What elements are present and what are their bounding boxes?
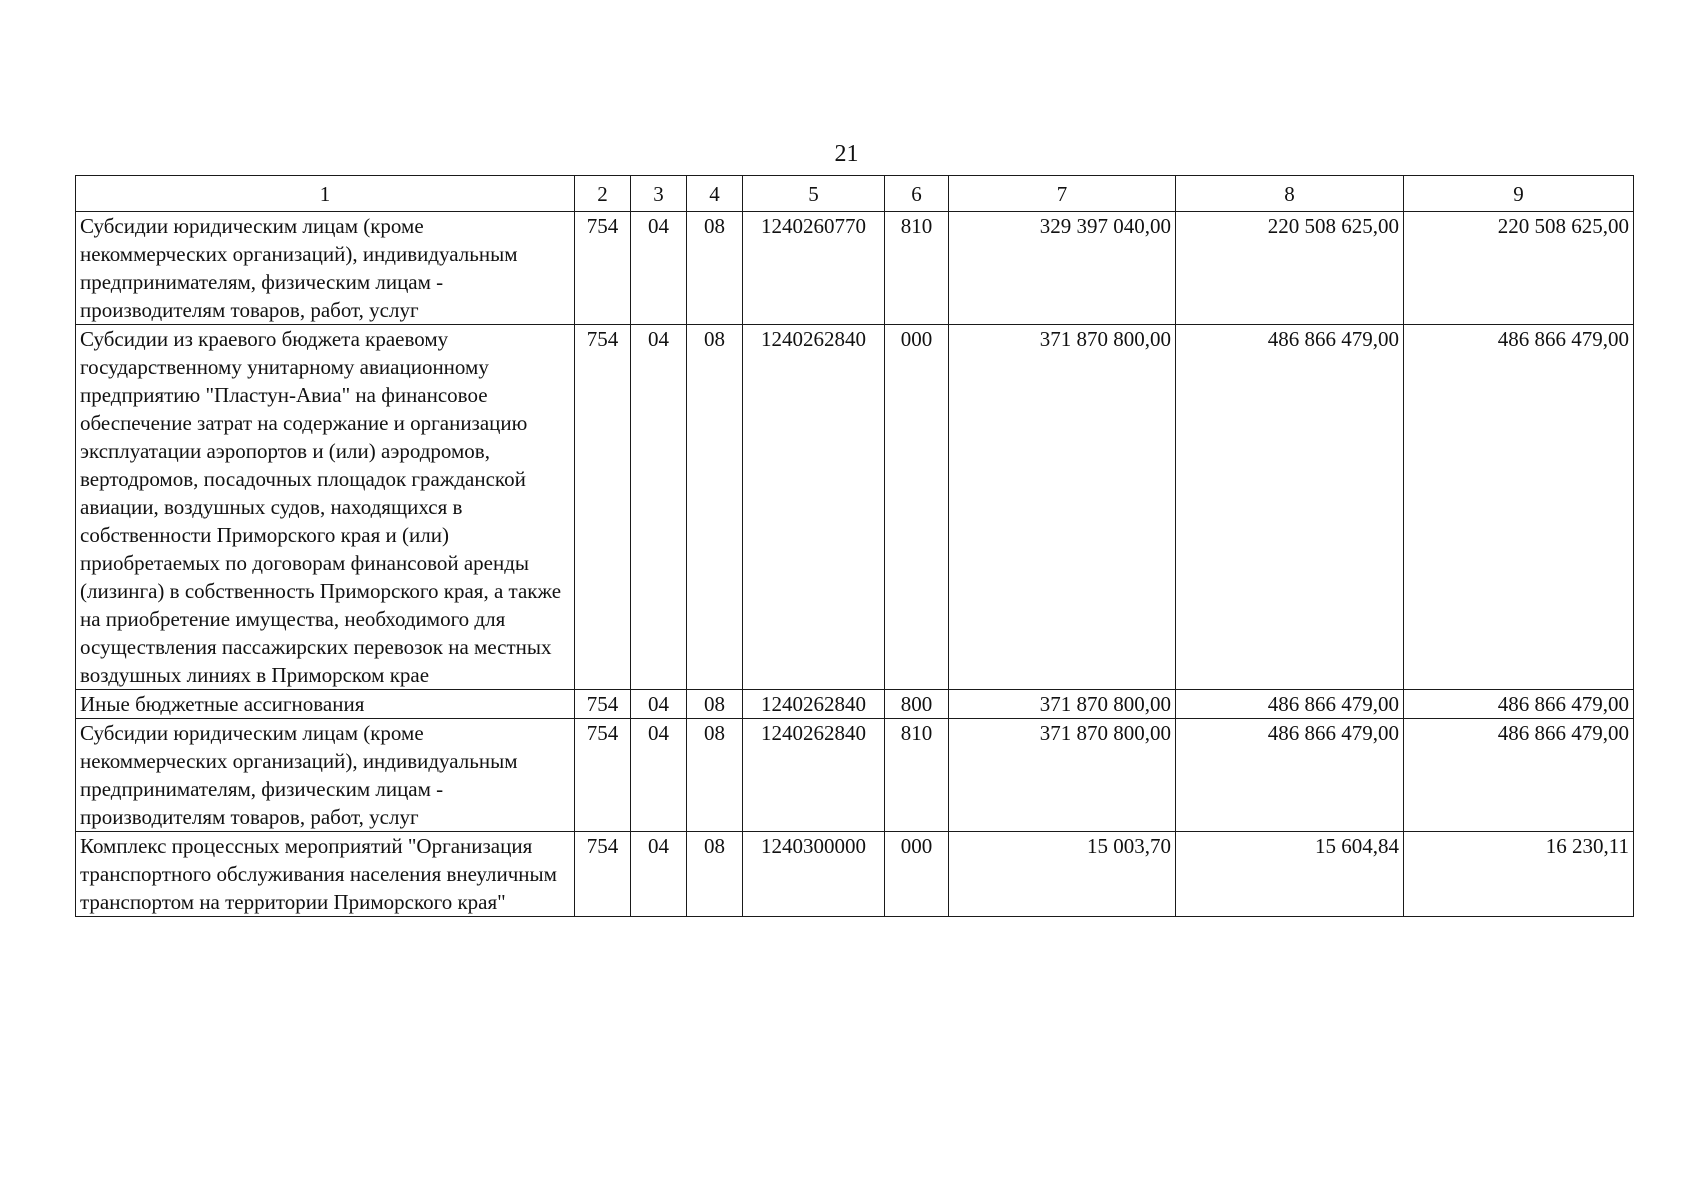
target-article-code: 1240262840 [743, 325, 885, 690]
column-header: 9 [1404, 176, 1634, 212]
amount-col-9: 16 230,11 [1404, 832, 1634, 917]
table-row [76, 832, 1634, 917]
table-row [76, 212, 1634, 325]
amount-col-8: 486 866 479,00 [1176, 690, 1404, 719]
amount-col-9: 220 508 625,00 [1404, 212, 1634, 325]
section-code: 04 [631, 325, 687, 690]
row-description: Комплекс процессных мероприятий "Организация транспортного обслуживания населения внеуличным транспортом на территории Приморского края" [76, 832, 575, 917]
expense-type-code: 800 [885, 690, 949, 719]
amount-col-9: 486 866 479,00 [1404, 719, 1634, 832]
table-row [76, 719, 1634, 832]
column-header: 1 [76, 176, 575, 212]
target-article-code: 1240262840 [743, 690, 885, 719]
section-code: 04 [631, 212, 687, 325]
budget-table [75, 175, 1634, 917]
column-header: 2 [575, 176, 631, 212]
expense-type-code: 810 [885, 212, 949, 325]
ministry-code: 754 [575, 690, 631, 719]
subsection-code: 08 [687, 212, 743, 325]
subsection-code: 08 [687, 690, 743, 719]
row-description: Субсидии юридическим лицам (кроме некоммерческих организаций), индивидуальным предпринимателям, физическим лицам - производителям товаров, работ, услуг [76, 212, 575, 325]
table-row [76, 325, 1634, 690]
amount-col-8: 220 508 625,00 [1176, 212, 1404, 325]
target-article-code: 1240260770 [743, 212, 885, 325]
section-code: 04 [631, 832, 687, 917]
ministry-code: 754 [575, 832, 631, 917]
column-header: 5 [743, 176, 885, 212]
ministry-code: 754 [575, 212, 631, 325]
amount-col-8: 486 866 479,00 [1176, 325, 1404, 690]
expense-type-code: 000 [885, 832, 949, 917]
subsection-code: 08 [687, 719, 743, 832]
ministry-code: 754 [575, 719, 631, 832]
column-header: 7 [949, 176, 1176, 212]
column-header: 3 [631, 176, 687, 212]
row-description: Субсидии из краевого бюджета краевому государственному унитарному авиационному предприятию "Пластун-Авиа" на финансовое обеспечение затрат на содержание и организацию эксплуатации аэропортов и (или) аэродромов, вертодромов, посадочных площадок гражданской авиации, воздушных судов, находящихся в собственности Приморского края и (или) приобретаемых по договорам финансовой аренды (лизинга) в собственность Приморского края, а также на приобретение имущества, необходимого для осуществления пассажирских перевозок на местных воздушных линиях в Приморском крае [76, 325, 575, 690]
target-article-code: 1240262840 [743, 719, 885, 832]
ministry-code: 754 [575, 325, 631, 690]
row-description: Иные бюджетные ассигнования [76, 690, 575, 719]
amount-col-9: 486 866 479,00 [1404, 690, 1634, 719]
section-code: 04 [631, 690, 687, 719]
column-header: 8 [1176, 176, 1404, 212]
amount-col-7: 329 397 040,00 [949, 212, 1176, 325]
amount-col-7: 371 870 800,00 [949, 325, 1176, 690]
expense-type-code: 000 [885, 325, 949, 690]
amount-col-8: 486 866 479,00 [1176, 719, 1404, 832]
expense-type-code: 810 [885, 719, 949, 832]
column-header: 6 [885, 176, 949, 212]
amount-col-7: 371 870 800,00 [949, 719, 1176, 832]
section-code: 04 [631, 719, 687, 832]
amount-col-7: 371 870 800,00 [949, 690, 1176, 719]
page-number: 21 [834, 141, 859, 167]
column-header: 4 [687, 176, 743, 212]
amount-col-7: 15 003,70 [949, 832, 1176, 917]
amount-col-8: 15 604,84 [1176, 832, 1404, 917]
row-description: Субсидии юридическим лицам (кроме некоммерческих организаций), индивидуальным предпринимателям, физическим лицам - производителям товаров, работ, услуг [76, 719, 575, 832]
target-article-code: 1240300000 [743, 832, 885, 917]
subsection-code: 08 [687, 325, 743, 690]
header-row [76, 176, 1634, 212]
subsection-code: 08 [687, 832, 743, 917]
table-row [76, 690, 1634, 719]
amount-col-9: 486 866 479,00 [1404, 325, 1634, 690]
